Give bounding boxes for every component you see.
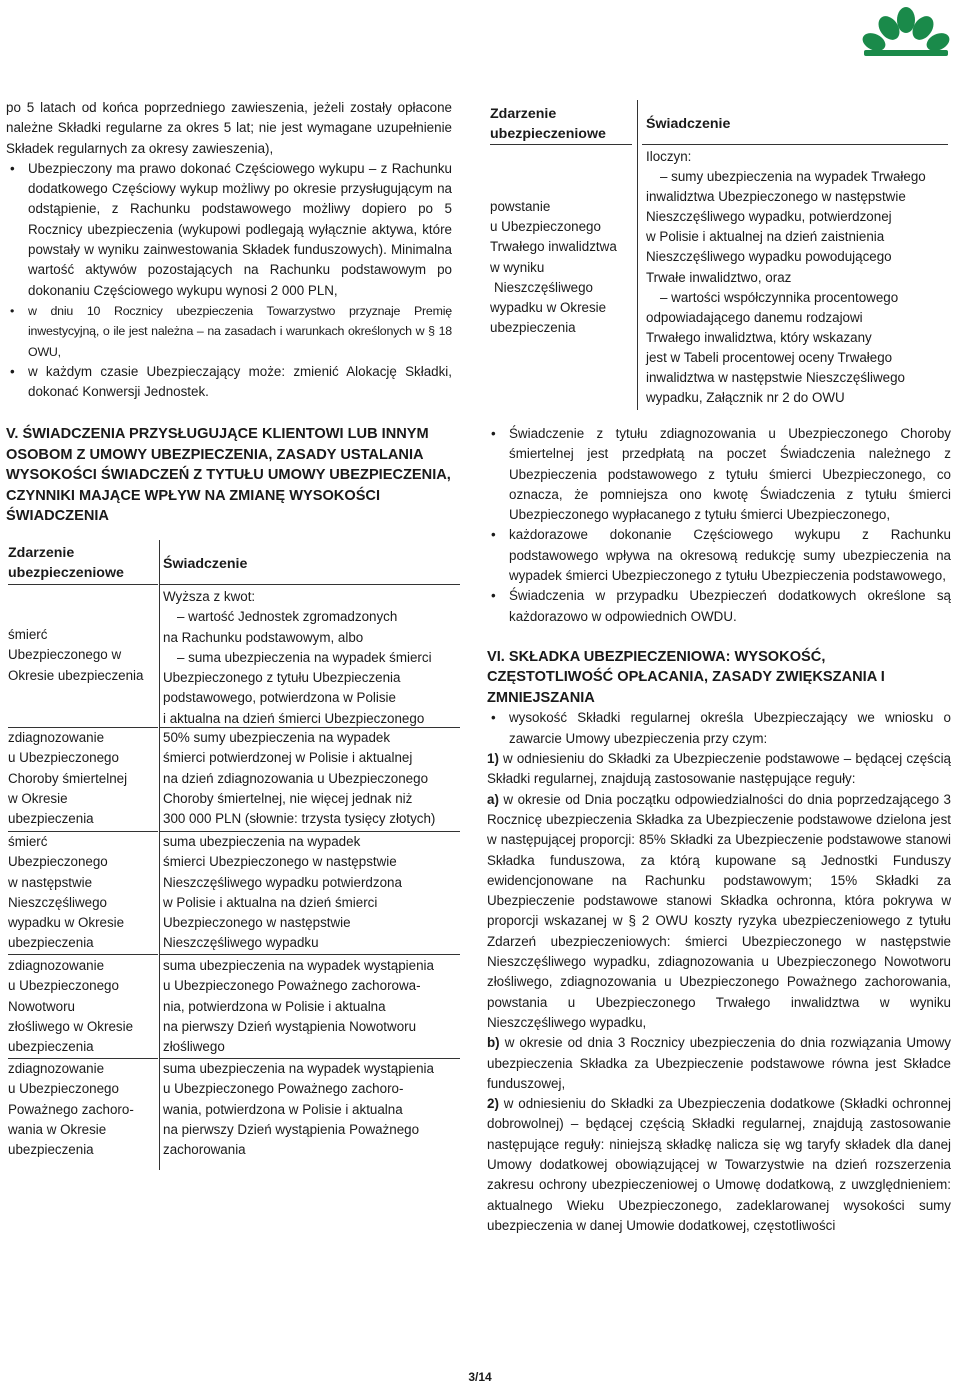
benefit-cell: 50% sumy ubezpieczenia na wypadek śmierci potwierdzonej w Polisie i aktualnej na dzień zdiagnozowania u Ubezpieczonego Choroby śmiertelnej, nie więcej jednak niż 300 000 PLN (słownie: trzysta tysięcy złotych): [163, 730, 436, 827]
bullet-item: • Ubezpieczony ma prawo dokonać Częściowego wykupu – z Rachunku dodatkowego Częściowy wykup możliwy po okresie przysługującym na odstąpienie, z Rachunku podstawowego możliwy dopiero po 5 Rocznicy ubezpieczenia (wykupowi podlegają wyłącznie aktywa, które powstały w wyniku zainwestowania Składek funduszowych). Minimalna wartość aktywów pozostających na Rachunku podstawowym po dokonaniu Częściowego wykupu wynosi 2 000 PLN,: [6, 159, 452, 301]
numbered-item: 2) w odniesieniu do Składki za Ubezpieczenia dodatkowe (Składki ochronnej dobrowolnej) – będącej częścią Składki regularnej, znajdują zastosowanie następujące reguły: niniejszą składkę nalicza się wg taryfy składek dla danej Umowy dodatkowej obowiązującej w Towarzystwie na dzień rozszerzenia zakresu ochrony ubezpieczeniowej o Umowę dodatkową, z uwzględnieniem: aktualnego Wieku Ubezpieczonego, zadeklarowanej wysokości sumy ubezpieczenia w danej Umowie dodatkowej, częstotliwości: [487, 1096, 951, 1233]
table-header-event: Zdarzenie ubezpieczeniowe: [490, 106, 606, 142]
left-top-text: [6, 98, 452, 402]
event-cell: śmierć Ubezpieczonego w Okresie ubezpieczenia: [8, 627, 144, 683]
benefit-cell: Iloczyn: – sumy ubezpieczenia na wypadek Trwałego inwalidztwa Ubezpieczonego w następstwie Nieszczęśliwego wypadku, potwierdzonej w Polisie i aktualnej na dzień zaistnienia Nieszczęśliwego wypadku powodującego Trwałe inwalidztwo, oraz – wartości współczynnika procentowego odpowiadającego danemu rodzajowi Trwałego inwalidztwa, który wskazany jest w Tabeli procentowej oceny Trwałego inwalidztwa w następstwie Nieszczęśliwego wypadku, Załącznik nr 2 do OWU: [646, 149, 926, 406]
section-heading: V. ŚWIADCZENIA PRZYSŁUGUJĄCE KLIENTOWI LUB INNYM OSOBOM Z UMOWY UBEZPIECZENIA, ZASADY USTALANIA WYSOKOŚCI ŚWIADCZEŃ Z TYTUŁU UMOWY UBEZPIECZENIA, CZYNNIKI MAJĄCE WPŁYW NA ZMIANĘ WYSOKOŚCI ŚWIADCZENIA: [6, 426, 451, 524]
section-heading: VI. SKŁADKA UBEZPIECZENIOWA: WYSOKOŚĆ, CZĘSTOTLIWOŚĆ OPŁACANIA, ZASADY ZWIĘKSZANIA I ZMNIEJSZANIA: [487, 648, 885, 706]
table-header-benefit: Świadczenie: [646, 116, 731, 132]
benefit-cell: Wyższa z kwot: – wartość Jednostek zgromadzonych na Rachunku podstawowym, albo – suma ubezpieczenia na wypadek śmierci Ubezpieczonego z tytułu Ubezpieczenia podstawowego, potwierdzona w Polisie i aktualna na dzień śmierci Ubezpieczonego: [163, 589, 432, 726]
header-divider: [8, 584, 158, 585]
item-label: 1): [487, 751, 499, 767]
bullet-item: • Świadczenia w przypadku Ubezpieczeń dodatkowych określone są każdorazowo w odpowiednich OWDU.: [487, 586, 951, 627]
bullet-item: • w każdym czasie Ubezpieczający może: zmienić Alokację Składki, dokonać Konwersji Jednostek.: [6, 362, 452, 403]
right-column-text: [487, 424, 951, 1236]
item-label: a): [487, 791, 499, 807]
benefit-cell: suma ubezpieczenia na wypadek wystąpienia u Ubezpieczonego Poważnego zachoro- wania, potwierdzona w Polisie i aktualna na pierwszy Dzień wystąpienia Poważnego zachorowania: [163, 1061, 434, 1158]
page-number: 3/14: [468, 1370, 492, 1384]
bullet-item: • Świadczenie z tytułu zdiagnozowania u Ubezpieczonego Choroby śmiertelnej jest przedpłatą na poczet Świadczenia należnego z Ubezpieczenia podstawowego z tytułu śmierci Ubezpieczonego, co oznacza, że pomniejsza ono kwotę Świadczenia z tytułu śmierci Ubezpieczonego wypłacanego z tytułu śmierci Ubezpieczonego,: [487, 424, 951, 525]
column-divider: [159, 540, 160, 1170]
column-divider: [637, 100, 638, 410]
row-divider: [160, 954, 460, 955]
bullet-item: • wysokość Składki regularnej określa Ubezpieczający we wniosku o zawarcie Umowy ubezpieczenia przy czym:: [487, 708, 951, 749]
header-divider: [642, 144, 948, 145]
header-divider: [490, 144, 632, 145]
table-header-event: Zdarzenie ubezpieczeniowe: [8, 545, 124, 581]
event-cell: zdiagnozowanie u Ubezpieczonego Nowotworu złośliwego w Okresie ubezpieczenia: [8, 958, 134, 1055]
benefit-cell: suma ubezpieczenia na wypadek śmierci Ubezpieczonego w następstwie Nieszczęśliwego wypadku potwierdzona w Polisie i aktualna na dzień śmierci Ubezpieczonego w następstwie Nieszczęśliwego wypadku: [163, 834, 402, 951]
bullet-item: • w dniu 10 Rocznicy ubezpieczenia Towarzystwo przyznaje Premię inwestycyjną, o ile jest należna – na zasadach i warunkach określonych w § 18 OWU,: [6, 301, 452, 362]
header-divider: [160, 584, 460, 585]
event-cell: zdiagnozowanie u Ubezpieczonego Poważnego zachoro- wania w Okresie ubezpieczenia: [8, 1061, 134, 1158]
company-logo-icon: [860, 6, 952, 56]
numbered-item: 1) w odniesieniu do Składki za Ubezpieczenie podstawowe – będącej częścią Składki regularnej, znajdują zastosowanie następujące reguły:: [487, 751, 951, 787]
event-cell: zdiagnozowanie u Ubezpieczonego Choroby śmiertelnej w Okresie ubezpieczenia: [8, 730, 128, 827]
event-cell: powstanie u Ubezpieczonego Trwałego inwalidztwa w wyniku Nieszczęśliwego wypadku w Okresie ubezpieczenia: [490, 199, 617, 336]
table-header-benefit: Świadczenie: [163, 556, 248, 572]
event-cell: śmierć Ubezpieczonego w następstwie Nieszczęśliwego wypadku w Okresie ubezpieczenia: [8, 834, 125, 951]
item-label: 2): [487, 1096, 499, 1112]
item-label: b): [487, 1035, 500, 1051]
benefit-cell: suma ubezpieczenia na wypadek wystąpienia u Ubezpieczonego Poważnego zachorowa- nia, potwierdzona w Polisie i aktualna na pierwszy Dzień wystąpienia Nowotworu złośliwego: [163, 958, 434, 1055]
bullet-item: • każdorazowe dokonanie Częściowego wykupu z Rachunku podstawowego wpływa na okresową redukcję sumy ubezpieczenia na wypadek śmierci Ubezpieczonego z tytułu Ubezpieczenia podstawowego,: [487, 525, 951, 586]
benefits-table-left: [8, 540, 460, 1170]
lettered-item: b) w okresie od dnia 3 Rocznicy ubezpieczenia do dnia rozwiązania Umowy ubezpieczenia Składka za Ubezpieczenie podstawowe równa jest Składce funduszowej,: [487, 1035, 951, 1091]
section-v-heading-wrap: [6, 424, 466, 527]
benefits-table-right: [490, 100, 952, 410]
lettered-item: a) w okresie od Dnia początku odpowiedzialności do dnia poprzedzającego 3 Rocznicę ubezpieczenia Składka za Ubezpieczenie podstawowe dzielona jest w następującej proporcji: 85% Składki za Ubezpieczenie podstawowe stanowi Składka funduszowa, za którą kupowane są Jednostki Funduszy ewidencjonowane na Rachunku podstawowym; 15% Składki za Ubezpieczenie podstawowe stanowi Składka ochronna, która pokrywa w proporcji wskazanej w § 2 OWU koszty ryzyka ubezpieczeniowego z tytułu Zdarzeń ubezpieczeniowych: śmierci Ubezpieczonego w następstwie Nieszczęśliwego wypadku, zdiagnozowania u Ubezpieczonego Nowotworu złośliwego, zdiagnozowania u Ubezpieczonego Poważnego zachorowania, powstania u Ubezpieczonego Trwałego inwalidztwa w wyniku Nieszczęśliwego wypadku,: [487, 791, 951, 1030]
row-divider: [8, 954, 158, 955]
paragraph: po 5 latach od końca poprzedniego zawieszenia, jeżeli zostały opłacone należne Składki regularne za okres 5 lat; nie jest wymagane uzupełnienie Składek regularnych za okresy zawieszenia),: [6, 100, 452, 156]
